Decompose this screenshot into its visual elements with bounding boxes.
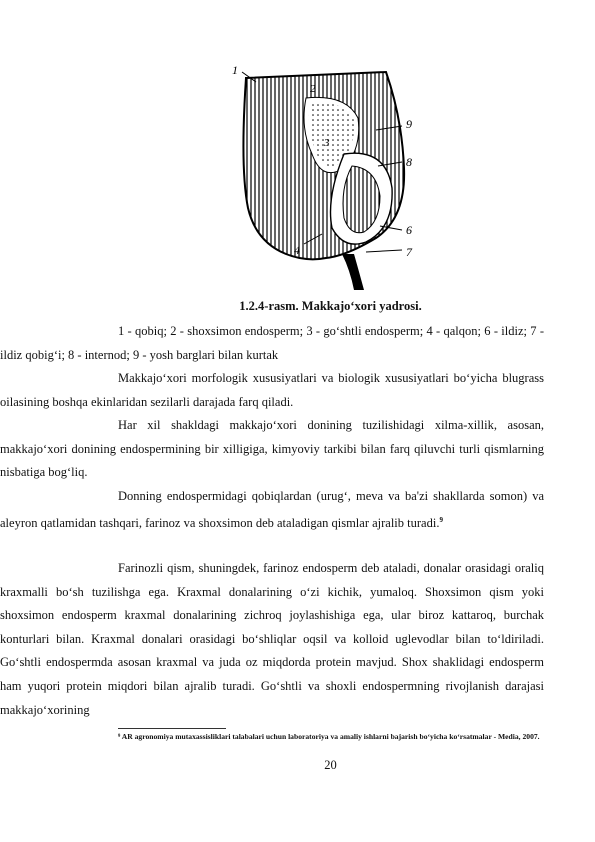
figure-label-3: 3 [324, 137, 330, 149]
paragraph-4-text: Farinozli qism, shuningdek, farinoz endosperm deb ataladi, donalar orasidagi oraliq kraxmalli bo‘sh tuzilishga ega. Kraxmal donalarining o‘zi kichik, yumaloq. Shoxsimon qism yoki shoxsimon endosperm kraxmal donalarining zichroq joylashishiga ega, ular biroz kattaroq, burchak konturlari bilan. Kraxmal donalari orasidagi bo‘shliqlar oqsil va kolloid uglevodlar bilan to‘ldiriladi. Go‘shtli endospermda asosan kraxmal va juda oz miqdorda protein mavjud. Shox shaklidagi endosperm ham yuqori protein miqdori bilan ajralib turadi. Go‘shtli va shoxli endospermning rivojlanish darajasi makkajo‘xorining [0, 561, 544, 717]
page-number: 20 [324, 758, 337, 772]
footnote-divider [118, 728, 226, 729]
figure-label-7: 7 [406, 245, 412, 259]
paragraph-4 [0, 557, 544, 722]
figure-label-4: 4 [294, 243, 300, 257]
figure-label-9: 9 [406, 117, 412, 131]
legend-text: 1 - qobiq; 2 - shoxsimon endosperm; 3 - go‘shtli endosperm; 4 - qalqon; 6 - ildiz; 7 - ildiz qobig‘i; 8 - internod; 9 - yosh barglari bilan kurtak [0, 324, 544, 362]
stalk [342, 254, 364, 290]
figure-caption: 1.2.4-rasm. Makkajo‘xori yadrosi. [239, 299, 422, 313]
paragraph-2 [0, 414, 544, 485]
paragraph-3 [0, 485, 544, 535]
paragraph-3-wrapper [0, 485, 544, 535]
figure-legend [0, 320, 544, 367]
footnote: ⁹ AR agronomiya mutaxassisliklari talabalari uchun laboratoriya va amaliy ishlarni bajarish bo‘yicha ko‘rsatmalar - Media, 2007. [118, 732, 540, 741]
paragraph-3-text: Donning endospermidagi qobiqlardan (urug‘, meva va ba'zi shakllarda somon) va aleyron qatlamidan tashqari, farinoz va shoxsimon deb ataladigan qismlar ajralib turadi. [0, 489, 544, 530]
paragraph-1 [0, 367, 544, 414]
figure-label-8: 8 [406, 155, 412, 169]
figure-label-2: 2 [310, 83, 316, 95]
figure-label-1: 1 [232, 63, 238, 77]
corn-kernel-drawing [226, 58, 424, 292]
paragraph-1-text: Makkajo‘xori morfologik xususiyatlari va biologik xususiyatlari bo‘yicha blugrass oilasining boshqa ekinlaridan sezilarli darajada farq qiladi. [0, 371, 544, 409]
corn-kernel-figure [226, 58, 424, 292]
footnote-ref[interactable]: 9 [439, 515, 443, 524]
figure-label-6: 6 [406, 223, 412, 237]
paragraph-2-text: Har xil shakldagi makkajo‘xori donining tuzilishidagi xilma-xillik, asosan, makkajo‘xori donining endospermining bir xilligiga, kimyoviy tarkibi bilan farq qiluvchi turli qismlarning nisbatiga bog‘liq. [0, 418, 544, 480]
